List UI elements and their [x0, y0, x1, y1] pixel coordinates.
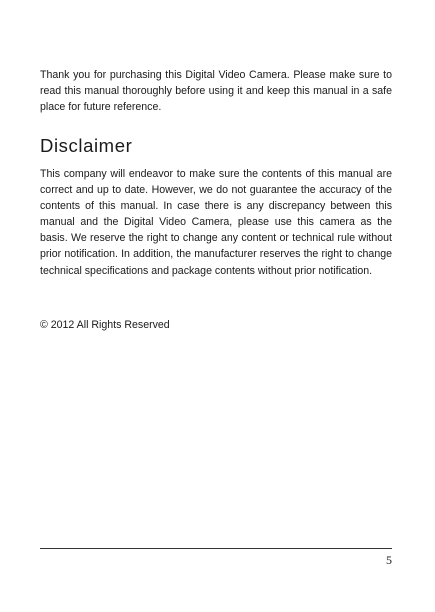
footer-divider	[40, 548, 392, 549]
page-number: 5	[386, 553, 392, 567]
disclaimer-paragraph: This company will endeavor to make sure the contents of this manual are correct and up to date. However, we do not guarantee the accuracy of the contents of this manual. In case there is any discrepancy between this manual and the Digital Video Camera, please use this camera as the basis. We reserve the right to change any content or technical rule without prior notification. In addition, the manufacturer reserves the right to change technical specifications and package contents without prior notification.	[40, 168, 392, 277]
intro-paragraph: Thank you for purchasing this Digital Video Camera. Please make sure to read this manual thoroughly before using it and keep this manual in a safe place for future reference.	[40, 69, 392, 114]
copyright-notice: © 2012 All Rights Reserved	[40, 319, 170, 331]
disclaimer-heading: Disclaimer	[40, 135, 133, 156]
